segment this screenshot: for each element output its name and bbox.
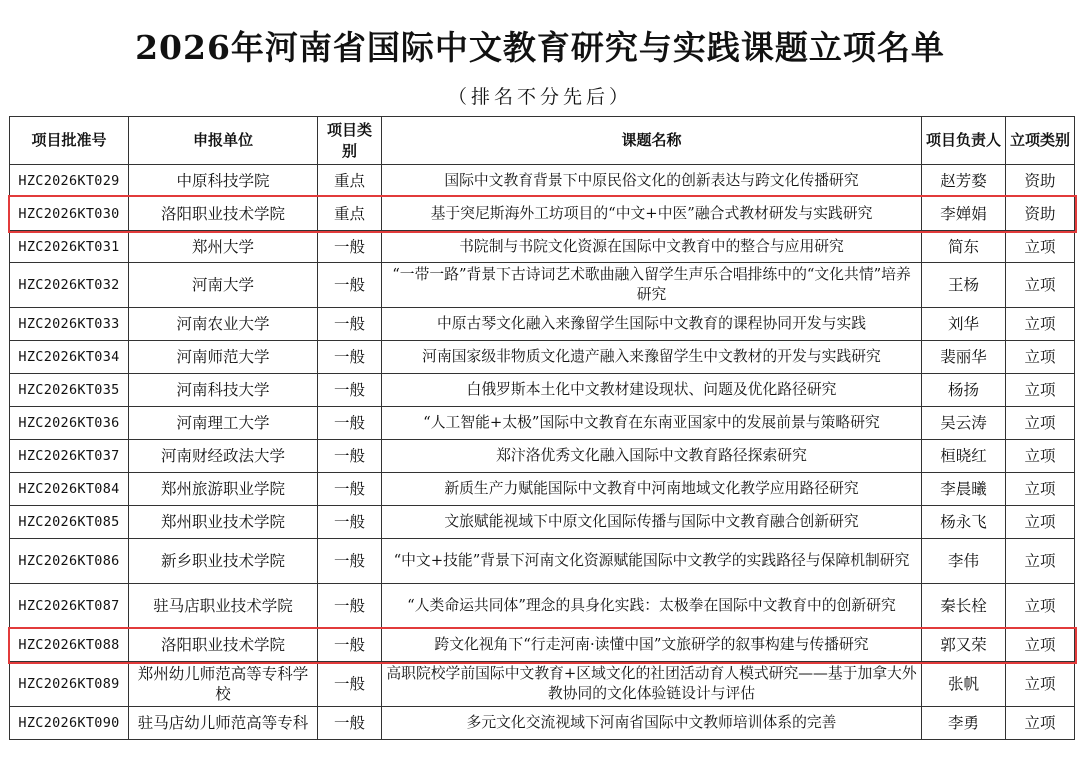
cell-leader: 简东 — [922, 231, 1006, 263]
table-row — [10, 539, 1075, 584]
cell-title: 高职院校学前国际中文教育+区域文化的社团活动育人模式研究——基于加拿大外教协同的文化体验链设计与评估 — [382, 662, 922, 707]
cell-funding: 资助 — [1006, 165, 1075, 197]
cell-funding: 立项 — [1006, 374, 1075, 407]
table-row — [10, 341, 1075, 374]
cell-category: 一般 — [318, 662, 382, 707]
cell-funding: 立项 — [1006, 341, 1075, 374]
table-row — [10, 440, 1075, 473]
page-cut-edge — [0, 748, 1080, 761]
table-row — [10, 662, 1075, 707]
cell-funding: 立项 — [1006, 440, 1075, 473]
page-subtitle: （排名不分先后） — [447, 86, 632, 108]
cell-funding: 立项 — [1006, 231, 1075, 263]
cell-funding: 立项 — [1006, 407, 1075, 440]
cell-unit: 河南理工大学 — [129, 407, 318, 440]
table-row — [10, 506, 1075, 539]
header-unit: 申报单位 — [129, 117, 318, 165]
cell-leader: 王杨 — [922, 263, 1006, 308]
cell-id: HZC2026KT086 — [10, 539, 129, 584]
cell-funding: 立项 — [1006, 263, 1075, 308]
cell-unit: 中原科技学院 — [129, 165, 318, 197]
header-id: 项目批准号 — [10, 117, 129, 165]
table-row — [10, 407, 1075, 440]
cell-title: “一带一路”背景下古诗词艺术歌曲融入留学生声乐合唱排练中的“文化共情”培养研究 — [382, 263, 922, 308]
cell-leader: 裴丽华 — [922, 341, 1006, 374]
cell-title: 国际中文教育背景下中原民俗文化的创新表达与跨文化传播研究 — [382, 165, 922, 197]
cell-id: HZC2026KT034 — [10, 341, 129, 374]
cell-title: 多元文化交流视域下河南省国际中文教师培训体系的完善 — [382, 707, 922, 740]
cell-title: “人类命运共同体”理念的具身化实践：太极拳在国际中文教育中的创新研究 — [382, 584, 922, 629]
table-row — [10, 374, 1075, 407]
cell-unit: 郑州职业技术学院 — [129, 506, 318, 539]
cell-funding: 资助 — [1006, 197, 1075, 231]
cell-title: 中原古琴文化融入来豫留学生国际中文教育的课程协同开发与实践 — [382, 308, 922, 341]
cell-id: HZC2026KT032 — [10, 263, 129, 308]
cell-title: 文旅赋能视域下中原文化国际传播与国际中文教育融合创新研究 — [382, 506, 922, 539]
cell-leader: 桓晓红 — [922, 440, 1006, 473]
page-title: 2026年河南省国际中文教育研究与实践课题立项名单 — [135, 28, 945, 67]
cell-leader: 李伟 — [922, 539, 1006, 584]
table-row — [10, 629, 1075, 662]
cell-unit: 洛阳职业技术学院 — [129, 629, 318, 662]
cell-title: 跨文化视角下“行走河南·读懂中国”文旅研学的叙事构建与传播研究 — [382, 629, 922, 662]
header-funding: 立项类别 — [1006, 117, 1075, 165]
cell-unit: 郑州旅游职业学院 — [129, 473, 318, 506]
cell-category: 一般 — [318, 374, 382, 407]
cell-title: “中文+技能”背景下河南文化资源赋能国际中文教学的实践路径与保障机制研究 — [382, 539, 922, 584]
cell-unit: 河南科技大学 — [129, 374, 318, 407]
cell-category: 一般 — [318, 473, 382, 506]
cell-id: HZC2026KT029 — [10, 165, 129, 197]
cell-id: HZC2026KT088 — [10, 629, 129, 662]
cell-leader: 李晨曦 — [922, 473, 1006, 506]
cell-category: 一般 — [318, 407, 382, 440]
cell-unit: 洛阳职业技术学院 — [129, 197, 318, 231]
cell-leader: 赵芳婺 — [922, 165, 1006, 197]
cell-id: HZC2026KT036 — [10, 407, 129, 440]
cell-leader: 杨永飞 — [922, 506, 1006, 539]
cell-category: 重点 — [318, 165, 382, 197]
cell-category: 一般 — [318, 231, 382, 263]
cell-id: HZC2026KT037 — [10, 440, 129, 473]
cell-id: HZC2026KT090 — [10, 707, 129, 740]
cell-id: HZC2026KT033 — [10, 308, 129, 341]
cell-id: HZC2026KT084 — [10, 473, 129, 506]
cell-category: 一般 — [318, 263, 382, 308]
cell-unit: 郑州幼儿师范高等专科学校 — [129, 662, 318, 707]
cell-category: 一般 — [318, 440, 382, 473]
cell-funding: 立项 — [1006, 506, 1075, 539]
cell-funding: 立项 — [1006, 707, 1075, 740]
cell-title: 郑汴洛优秀文化融入国际中文教育路径探索研究 — [382, 440, 922, 473]
cell-leader: 张帆 — [922, 662, 1006, 707]
cell-leader: 刘华 — [922, 308, 1006, 341]
cell-id: HZC2026KT087 — [10, 584, 129, 629]
table-row — [10, 473, 1075, 506]
cell-unit: 河南财经政法大学 — [129, 440, 318, 473]
table-row — [10, 263, 1075, 308]
cell-id: HZC2026KT030 — [10, 197, 129, 231]
cell-title: “人工智能+太极”国际中文教育在东南亚国家中的发展前景与策略研究 — [382, 407, 922, 440]
cell-unit: 郑州大学 — [129, 231, 318, 263]
table-row — [10, 231, 1075, 263]
cell-leader: 郭又荣 — [922, 629, 1006, 662]
table-row — [10, 707, 1075, 740]
cell-category: 一般 — [318, 584, 382, 629]
cell-category: 一般 — [318, 308, 382, 341]
table-row — [10, 584, 1075, 629]
cell-unit: 河南师范大学 — [129, 341, 318, 374]
cell-title: 新质生产力赋能国际中文教育中河南地域文化教学应用路径研究 — [382, 473, 922, 506]
cell-category: 一般 — [318, 707, 382, 740]
cell-unit: 驻马店幼儿师范高等专科 — [129, 707, 318, 740]
table-row — [10, 165, 1075, 197]
header-title: 课题名称 — [382, 117, 922, 165]
table-row — [10, 197, 1075, 231]
cell-category: 重点 — [318, 197, 382, 231]
cell-id: HZC2026KT089 — [10, 662, 129, 707]
cell-title: 书院制与书院文化资源在国际中文教育中的整合与应用研究 — [382, 231, 922, 263]
cell-category: 一般 — [318, 539, 382, 584]
project-table — [9, 116, 1075, 740]
cell-title: 白俄罗斯本土化中文教材建设现状、问题及优化路径研究 — [382, 374, 922, 407]
cell-funding: 立项 — [1006, 662, 1075, 707]
cell-id: HZC2026KT035 — [10, 374, 129, 407]
cell-leader: 杨扬 — [922, 374, 1006, 407]
table-header-row — [10, 117, 1075, 165]
cell-unit: 河南农业大学 — [129, 308, 318, 341]
cell-id: HZC2026KT031 — [10, 231, 129, 263]
cell-funding: 立项 — [1006, 539, 1075, 584]
cell-unit: 河南大学 — [129, 263, 318, 308]
cell-funding: 立项 — [1006, 308, 1075, 341]
cell-leader: 秦长栓 — [922, 584, 1006, 629]
cell-funding: 立项 — [1006, 473, 1075, 506]
cell-unit: 驻马店职业技术学院 — [129, 584, 318, 629]
table-row — [10, 308, 1075, 341]
cell-title: 河南国家级非物质文化遗产融入来豫留学生中文教材的开发与实践研究 — [382, 341, 922, 374]
cell-title: 基于突尼斯海外工坊项目的“中文+中医”融合式教材研发与实践研究 — [382, 197, 922, 231]
cell-funding: 立项 — [1006, 629, 1075, 662]
cell-leader: 吴云涛 — [922, 407, 1006, 440]
cell-category: 一般 — [318, 629, 382, 662]
cell-category: 一般 — [318, 506, 382, 539]
cell-unit: 新乡职业技术学院 — [129, 539, 318, 584]
header-category: 项目类别 — [318, 117, 382, 165]
cell-id: HZC2026KT085 — [10, 506, 129, 539]
cell-leader: 李勇 — [922, 707, 1006, 740]
cell-funding: 立项 — [1006, 584, 1075, 629]
cell-category: 一般 — [318, 341, 382, 374]
cell-leader: 李婵娟 — [922, 197, 1006, 231]
header-leader: 项目负责人 — [922, 117, 1006, 165]
